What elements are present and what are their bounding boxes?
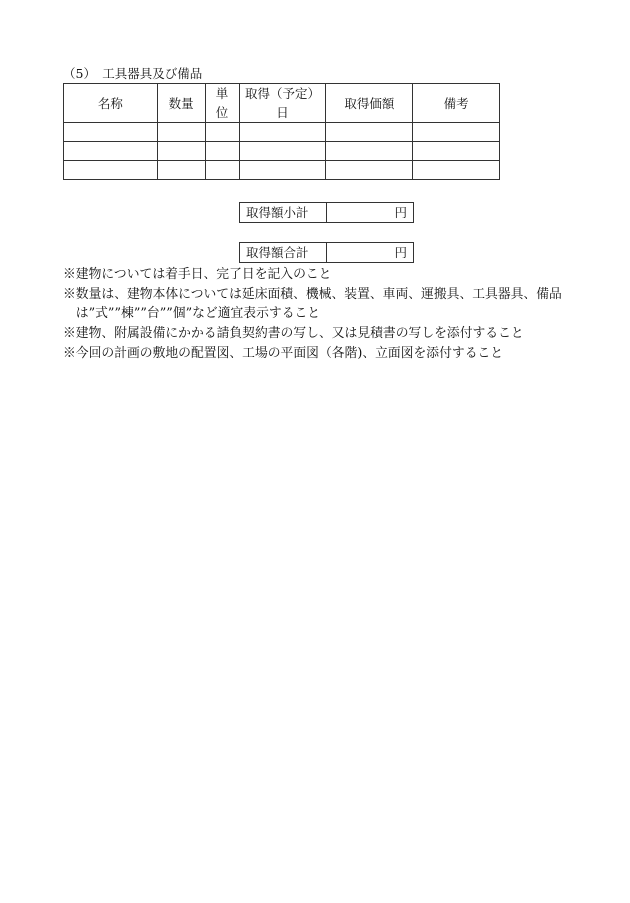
header-acquisition-date: 取得（予定）日 — [239, 84, 326, 123]
note-2-continued: は”式””棟””台””個”など適宜表示すること — [63, 306, 321, 321]
header-name: 名称 — [64, 84, 158, 123]
header-remarks: 備考 — [413, 84, 500, 123]
table-row — [64, 123, 500, 142]
total-unit: 円 — [327, 243, 414, 263]
total-label: 取得額合計 — [240, 243, 327, 263]
header-quantity: 数量 — [157, 84, 205, 123]
section-title: （5） 工具器具及び備品 — [63, 66, 203, 81]
total-box — [239, 242, 414, 263]
header-unit: 単 位 — [205, 84, 239, 123]
equipment-table — [63, 83, 500, 180]
subtotal-label: 取得額小計 — [240, 203, 327, 223]
table-row — [64, 142, 500, 161]
table-header-row — [64, 84, 500, 123]
note-4: ※今回の計画の敷地の配置図、工場の平面図（各階)、立面図を添付すること — [63, 346, 504, 361]
subtotal-unit: 円 — [327, 203, 414, 223]
note-1: ※建物については着手日、完了日を記入のこと — [63, 267, 332, 282]
header-acquisition-price: 取得価額 — [326, 84, 413, 123]
note-3: ※建物、附属設備にかかる請負契約書の写し、又は見積書の写しを添付すること — [63, 326, 524, 341]
note-2: ※数量は、建物本体については延床面積、機械、装置、車両、運搬具、工具器具、備品 — [63, 287, 562, 302]
subtotal-box — [239, 202, 414, 223]
table-row — [64, 161, 500, 180]
